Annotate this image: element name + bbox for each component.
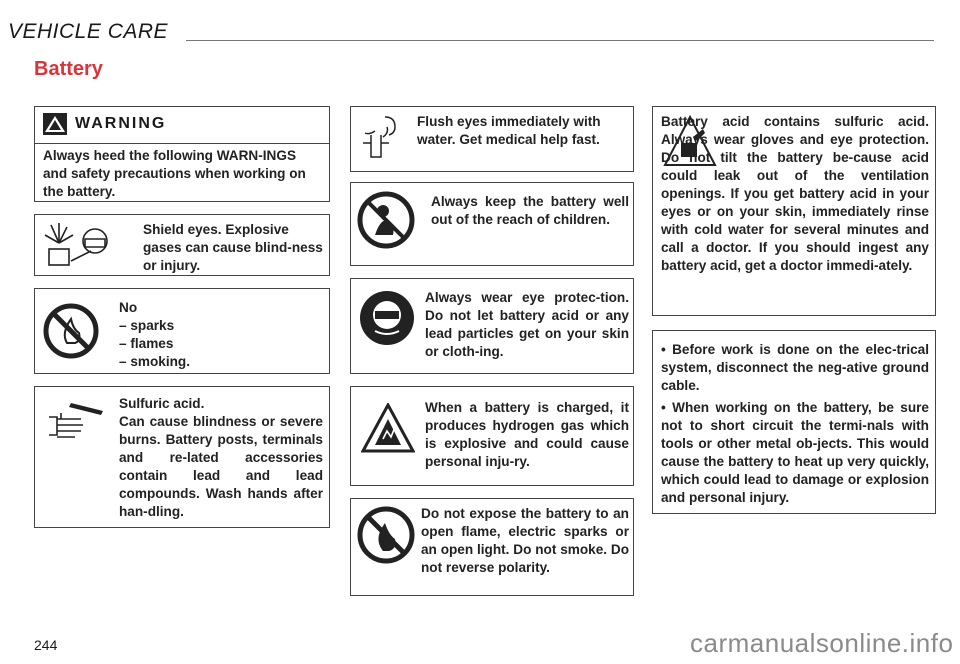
no-sparks-item: – sparks xyxy=(119,318,175,333)
flush-eyes-box xyxy=(350,106,634,172)
sulfuric-acid-box xyxy=(34,386,330,528)
warning-intro: Always heed the following WARN-INGS and safety precautions when working on the battery. xyxy=(43,148,306,199)
acid-hand-icon xyxy=(41,393,111,443)
no-flame-icon xyxy=(43,303,99,359)
no-list xyxy=(119,317,190,371)
no-sparks-box xyxy=(34,288,330,374)
eye-wash-icon xyxy=(357,113,407,165)
hydrogen-gas-box xyxy=(350,386,634,486)
warning-triangle-icon xyxy=(43,113,67,135)
eye-protection-text: Always wear eye protec-tion. Do not let battery acid or any lead particles get on your skin or cloth-ing. xyxy=(425,290,629,359)
precaution-item: • Before work is done on the elec-trical system, disconnect the neg-ative ground cable. xyxy=(661,342,929,393)
warning-title: WARNING xyxy=(75,115,167,132)
keep-children-box xyxy=(350,182,634,266)
acid-body: Can cause blindness or severe burns. Battery posts, terminals and re-lated accessories contain lead and lead compounds. Wash hands after han-dling. xyxy=(119,414,323,519)
precaution-item: • When working on the battery, be sure not to short circuit the termi-nals with tools or other metal ob-jects. This would cause the battery to heat up very quickly, which could lead to damage or explosion and personal injury. xyxy=(661,400,929,505)
no-title: No xyxy=(119,300,138,315)
keep-away-children-icon xyxy=(357,191,415,249)
open-flame-box xyxy=(350,498,634,596)
explosive-gas-icon xyxy=(361,403,415,453)
eye-protection-icon xyxy=(359,289,415,347)
battery-acid-text: Battery acid contains sulfuric acid. Always wear gloves and eye protection. Do not tilt the battery be-cause acid could leak out of the ventilation openings. If you get battery acid in your eyes or on your skin, immediately rinse with cold water for several minutes and call a doctor. If you should ingest any battery acid, get a doctor immedi-ately. xyxy=(661,114,929,273)
keep-children-text: Always keep the battery well out of the reach of children. xyxy=(431,194,629,227)
open-flame-text: Do not expose the battery to an open flame, electric sparks or an open light. Do not smoke. Do not reverse polarity. xyxy=(421,506,629,575)
eye-protection-box xyxy=(350,278,634,374)
no-open-flame-icon xyxy=(357,505,415,565)
flush-eyes-text: Flush eyes immediately with water. Get medical help fast. xyxy=(417,114,601,147)
acid-title: Sulfuric acid. xyxy=(119,396,205,411)
section-title: VEHICLE CARE xyxy=(8,20,169,43)
battery-acid-box xyxy=(652,106,936,316)
watermark: carmanualsonline.info xyxy=(690,628,954,658)
header-rule xyxy=(186,40,934,41)
warning-box xyxy=(34,106,330,202)
shield-eyes-text: Shield eyes. Explosive gases can cause blind-ness or injury. xyxy=(143,222,323,273)
explosion-goggles-icon xyxy=(41,221,113,271)
shield-eyes-box xyxy=(34,214,330,276)
no-flames-item: – flames xyxy=(119,336,174,351)
warning-header xyxy=(35,107,329,144)
precautions-box xyxy=(652,330,936,514)
no-smoking-item: – smoking. xyxy=(119,354,191,369)
page-number: 244 xyxy=(34,637,58,653)
precautions-list xyxy=(661,341,929,507)
page-heading: Battery xyxy=(34,58,103,80)
hydrogen-gas-text: When a battery is charged, it produces hydrogen gas which is explosive and could cause personal inju-ry. xyxy=(425,400,629,469)
